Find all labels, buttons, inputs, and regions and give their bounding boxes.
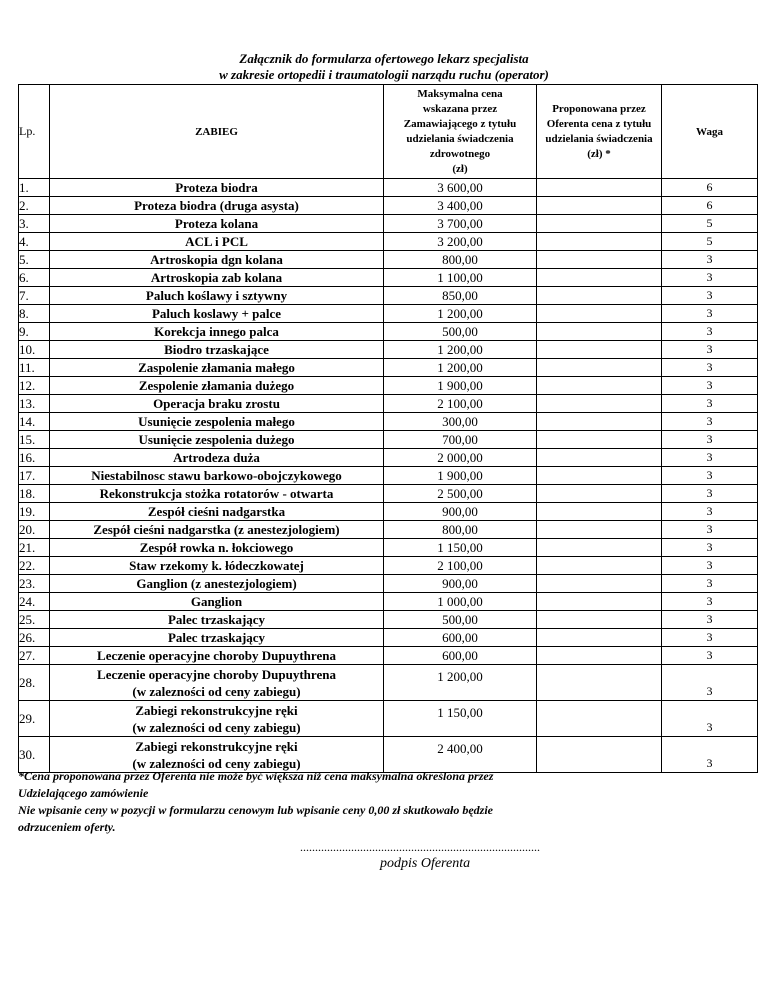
- row-number: 2.: [19, 197, 50, 215]
- max-price-line: Maksymalna cena: [417, 87, 503, 100]
- proposed-price-cell[interactable]: [537, 377, 662, 395]
- column-header-lp: Lp.: [19, 85, 50, 179]
- max-price: 500,00: [384, 323, 537, 341]
- max-price: 2 500,00: [384, 485, 537, 503]
- row-number: 18.: [19, 485, 50, 503]
- procedure-name-note: (w zalezności od ceny zabiegu): [132, 683, 301, 699]
- table-row: [19, 287, 758, 305]
- proposed-price-line: Oferenta cena z tytułu: [546, 117, 652, 130]
- row-number: 12.: [19, 377, 50, 395]
- max-price: 500,00: [384, 611, 537, 629]
- proposed-price-cell[interactable]: [537, 395, 662, 413]
- weight: 5: [662, 215, 758, 233]
- procedure-name: Usunięcie zespolenia małego: [50, 413, 384, 431]
- max-price: 1 150,00: [384, 539, 537, 557]
- row-number: 20.: [19, 521, 50, 539]
- weight: 3: [662, 377, 758, 395]
- footnote-line-3: Nie wpisanie ceny w pozycji w formularzu cenowym lub wpisanie ceny 0,00 zł skutkowało będzie: [18, 803, 494, 817]
- table-row: [19, 521, 758, 539]
- row-number: 17.: [19, 467, 50, 485]
- row-number: 8.: [19, 305, 50, 323]
- max-price-line: zdrowotnego: [429, 147, 491, 160]
- weight: 5: [662, 233, 758, 251]
- weight: 3: [662, 629, 758, 647]
- weight: 3: [662, 251, 758, 269]
- procedure-name: Artroskopia dgn kolana: [50, 251, 384, 269]
- max-price: 800,00: [384, 521, 537, 539]
- procedure-name: Paluch koslawy + palce: [50, 305, 384, 323]
- proposed-price-cell[interactable]: [537, 431, 662, 449]
- max-price-line: (zł): [452, 162, 468, 175]
- procedure-name: Korekcja innego palca: [50, 323, 384, 341]
- row-number: 29.: [19, 701, 50, 737]
- proposed-price-cell[interactable]: [537, 503, 662, 521]
- weight: 6: [662, 179, 758, 197]
- signature-line: ................................................................................: [300, 840, 540, 854]
- row-number: 28.: [19, 665, 50, 701]
- max-price-line: Zamawiającego z tytułu: [403, 117, 517, 130]
- procedure-name: Zespół cieśni nadgarstka (z anestezjologiem): [50, 521, 384, 539]
- procedure-name: ACL i PCL: [50, 233, 384, 251]
- table-body: [19, 179, 758, 773]
- proposed-price-cell[interactable]: [537, 359, 662, 377]
- row-number: 24.: [19, 593, 50, 611]
- table-row: [19, 701, 758, 737]
- weight: 3: [662, 413, 758, 431]
- weight: 3: [662, 665, 758, 701]
- procedure-name: Staw rzekomy k. łódeczkowatej: [50, 557, 384, 575]
- row-number: 9.: [19, 323, 50, 341]
- column-header-max-price: [384, 85, 537, 179]
- max-price: 800,00: [384, 251, 537, 269]
- max-price: 600,00: [384, 647, 537, 665]
- max-price: 900,00: [384, 575, 537, 593]
- table-row: [19, 215, 758, 233]
- procedure-name-line: Zabiegi rekonstrukcyjne ręki: [135, 738, 298, 754]
- proposed-price-cell[interactable]: [537, 521, 662, 539]
- table-row: [19, 629, 758, 647]
- max-price-line: wskazana przez: [422, 102, 498, 115]
- weight: 3: [662, 485, 758, 503]
- weight: 3: [662, 323, 758, 341]
- table-row: [19, 503, 758, 521]
- proposed-price-cell[interactable]: [537, 593, 662, 611]
- row-number: 11.: [19, 359, 50, 377]
- proposed-price-cell[interactable]: [537, 233, 662, 251]
- procedure-name-line: Zabiegi rekonstrukcyjne ręki: [135, 702, 298, 718]
- proposed-price-line: (zł) *: [587, 147, 611, 160]
- procedure-name: Zespół cieśni nadgarstka: [50, 503, 384, 521]
- proposed-price-cell[interactable]: [537, 701, 662, 737]
- max-price: 1 100,00: [384, 269, 537, 287]
- max-price: 850,00: [384, 287, 537, 305]
- proposed-price-cell[interactable]: [537, 215, 662, 233]
- footnote-line-1: *Cena proponowana przez Oferenta nie może być większa niż cena maksymalna określona przez: [18, 769, 494, 783]
- table-row: [19, 359, 758, 377]
- table-row: [19, 413, 758, 431]
- max-price: 1 000,00: [384, 593, 537, 611]
- weight: 3: [662, 449, 758, 467]
- table-row: [19, 233, 758, 251]
- table-row: [19, 557, 758, 575]
- weight: 3: [662, 305, 758, 323]
- row-number: 30.: [19, 737, 50, 773]
- max-price: 2 000,00: [384, 449, 537, 467]
- table-row: [19, 647, 758, 665]
- signature-label: podpis Oferenta: [380, 856, 471, 871]
- proposed-price-cell[interactable]: [537, 575, 662, 593]
- max-price: 3 200,00: [384, 233, 537, 251]
- max-price: 2 400,00: [384, 737, 537, 773]
- column-header-zabieg: ZABIEG: [50, 85, 384, 179]
- row-number: 23.: [19, 575, 50, 593]
- procedure-name: Leczenie operacyjne choroby Dupuythrena: [50, 647, 384, 665]
- row-number: 21.: [19, 539, 50, 557]
- procedure-name: Zespół rowka n. łokciowego: [50, 539, 384, 557]
- proposed-price-cell[interactable]: [537, 287, 662, 305]
- weight: 3: [662, 593, 758, 611]
- max-price: 300,00: [384, 413, 537, 431]
- max-price: 1 200,00: [384, 341, 537, 359]
- procedure-name-line: Leczenie operacyjne choroby Dupuythrena: [97, 666, 336, 682]
- proposed-price-line: udzielania świadczenia: [545, 132, 653, 145]
- max-price: 900,00: [384, 503, 537, 521]
- procedure-name: Proteza biodra (druga asysta): [50, 197, 384, 215]
- footnote-line-4: odrzuceniem oferty.: [18, 820, 116, 834]
- max-price: 1 200,00: [384, 665, 537, 701]
- row-number: 1.: [19, 179, 50, 197]
- max-price: 1 200,00: [384, 305, 537, 323]
- weight: 3: [662, 341, 758, 359]
- proposed-price-cell[interactable]: [537, 485, 662, 503]
- weight: 3: [662, 737, 758, 773]
- footnote-line-2: Udzielającego zamówienie: [18, 786, 149, 800]
- document-title-line-1: Załącznik do formularza ofertowego lekarz specjalista: [239, 51, 529, 66]
- max-price: 2 100,00: [384, 557, 537, 575]
- table-row: [19, 251, 758, 269]
- proposed-price-cell[interactable]: [537, 539, 662, 557]
- proposed-price-cell[interactable]: [537, 197, 662, 215]
- weight: 3: [662, 701, 758, 737]
- row-number: 6.: [19, 269, 50, 287]
- max-price-line: udzielania świadczenia: [406, 132, 514, 145]
- weight: 3: [662, 521, 758, 539]
- weight: 3: [662, 557, 758, 575]
- weight: 3: [662, 431, 758, 449]
- procedure-name: Zespolenie złamania dużego: [50, 377, 384, 395]
- max-price: 700,00: [384, 431, 537, 449]
- max-price: 3 700,00: [384, 215, 537, 233]
- proposed-price-cell[interactable]: [537, 251, 662, 269]
- proposed-price-cell[interactable]: [537, 413, 662, 431]
- weight: 3: [662, 467, 758, 485]
- weight: 3: [662, 575, 758, 593]
- table-row: [19, 197, 758, 215]
- procedure-name: Artroskopia zab kolana: [50, 269, 384, 287]
- row-number: 14.: [19, 413, 50, 431]
- proposed-price-cell[interactable]: [537, 341, 662, 359]
- procedure-name: Proteza biodra: [50, 179, 384, 197]
- row-number: 25.: [19, 611, 50, 629]
- row-number: 3.: [19, 215, 50, 233]
- row-number: 27.: [19, 647, 50, 665]
- proposed-price-cell[interactable]: [537, 611, 662, 629]
- weight: 3: [662, 611, 758, 629]
- row-number: 10.: [19, 341, 50, 359]
- weight: 3: [662, 539, 758, 557]
- procedure-name: Ganglion (z anestezjologiem): [50, 575, 384, 593]
- table-header-row: [19, 85, 758, 179]
- price-table: [18, 84, 758, 773]
- procedure-name: Palec trzaskający: [50, 611, 384, 629]
- weight: 6: [662, 197, 758, 215]
- weight: 3: [662, 359, 758, 377]
- weight: 3: [662, 287, 758, 305]
- row-number: 13.: [19, 395, 50, 413]
- table-row: [19, 449, 758, 467]
- max-price: 2 100,00: [384, 395, 537, 413]
- max-price: 1 150,00: [384, 701, 537, 737]
- proposed-price-cell[interactable]: [537, 647, 662, 665]
- proposed-price-cell[interactable]: [537, 665, 662, 701]
- table-row: [19, 575, 758, 593]
- max-price: 3 400,00: [384, 197, 537, 215]
- proposed-price-line: Proponowana przez: [552, 102, 646, 115]
- table-row: [19, 341, 758, 359]
- proposed-price-cell[interactable]: [537, 449, 662, 467]
- proposed-price-cell[interactable]: [537, 179, 662, 197]
- max-price: 3 600,00: [384, 179, 537, 197]
- column-header-waga: Waga: [662, 85, 758, 179]
- row-number: 26.: [19, 629, 50, 647]
- proposed-price-cell[interactable]: [537, 467, 662, 485]
- proposed-price-cell[interactable]: [537, 269, 662, 287]
- procedure-name: Zaspolenie złamania małego: [50, 359, 384, 377]
- weight: 3: [662, 647, 758, 665]
- document-title-line-2: w zakresie ortopedii i traumatologii narządu ruchu (operator): [219, 67, 549, 82]
- row-number: 16.: [19, 449, 50, 467]
- table-row: [19, 593, 758, 611]
- proposed-price-cell[interactable]: [537, 629, 662, 647]
- max-price: 1 900,00: [384, 377, 537, 395]
- procedure-name: Biodro trzaskające: [50, 341, 384, 359]
- table-row: [19, 665, 758, 701]
- row-number: 7.: [19, 287, 50, 305]
- procedure-name: [50, 701, 384, 737]
- max-price: 1 200,00: [384, 359, 537, 377]
- table-row: [19, 485, 758, 503]
- table-row: [19, 305, 758, 323]
- procedure-name: Ganglion: [50, 593, 384, 611]
- table-row: [19, 467, 758, 485]
- table-row: [19, 323, 758, 341]
- table-row: [19, 269, 758, 287]
- procedure-name: Operacja braku zrostu: [50, 395, 384, 413]
- max-price: 1 900,00: [384, 467, 537, 485]
- max-price: 600,00: [384, 629, 537, 647]
- column-header-proposed-price: [537, 85, 662, 179]
- weight: 3: [662, 503, 758, 521]
- proposed-price-cell[interactable]: [537, 305, 662, 323]
- table-row: [19, 611, 758, 629]
- procedure-name: Artrodeza duża: [50, 449, 384, 467]
- table-row: [19, 377, 758, 395]
- procedure-name-note: (w zalezności od ceny zabiegu): [132, 719, 301, 735]
- weight: 3: [662, 395, 758, 413]
- procedure-name: Usunięcie zespolenia dużego: [50, 431, 384, 449]
- row-number: 5.: [19, 251, 50, 269]
- table-row: [19, 431, 758, 449]
- procedure-name: Paluch koślawy i sztywny: [50, 287, 384, 305]
- row-number: 22.: [19, 557, 50, 575]
- table-row: [19, 179, 758, 197]
- procedure-name: Niestabilnosc stawu barkowo-obojczykowego: [50, 467, 384, 485]
- proposed-price-cell[interactable]: [537, 557, 662, 575]
- procedure-name-note: (w zalezności od ceny zabiegu): [132, 755, 301, 771]
- table-row: [19, 395, 758, 413]
- procedure-name: Palec trzaskający: [50, 629, 384, 647]
- weight: 3: [662, 269, 758, 287]
- row-number: 4.: [19, 233, 50, 251]
- row-number: 19.: [19, 503, 50, 521]
- procedure-name: Proteza kolana: [50, 215, 384, 233]
- row-number: 15.: [19, 431, 50, 449]
- procedure-name: Rekonstrukcja stożka rotatorów - otwarta: [50, 485, 384, 503]
- proposed-price-cell[interactable]: [537, 323, 662, 341]
- table-row: [19, 539, 758, 557]
- procedure-name: [50, 665, 384, 701]
